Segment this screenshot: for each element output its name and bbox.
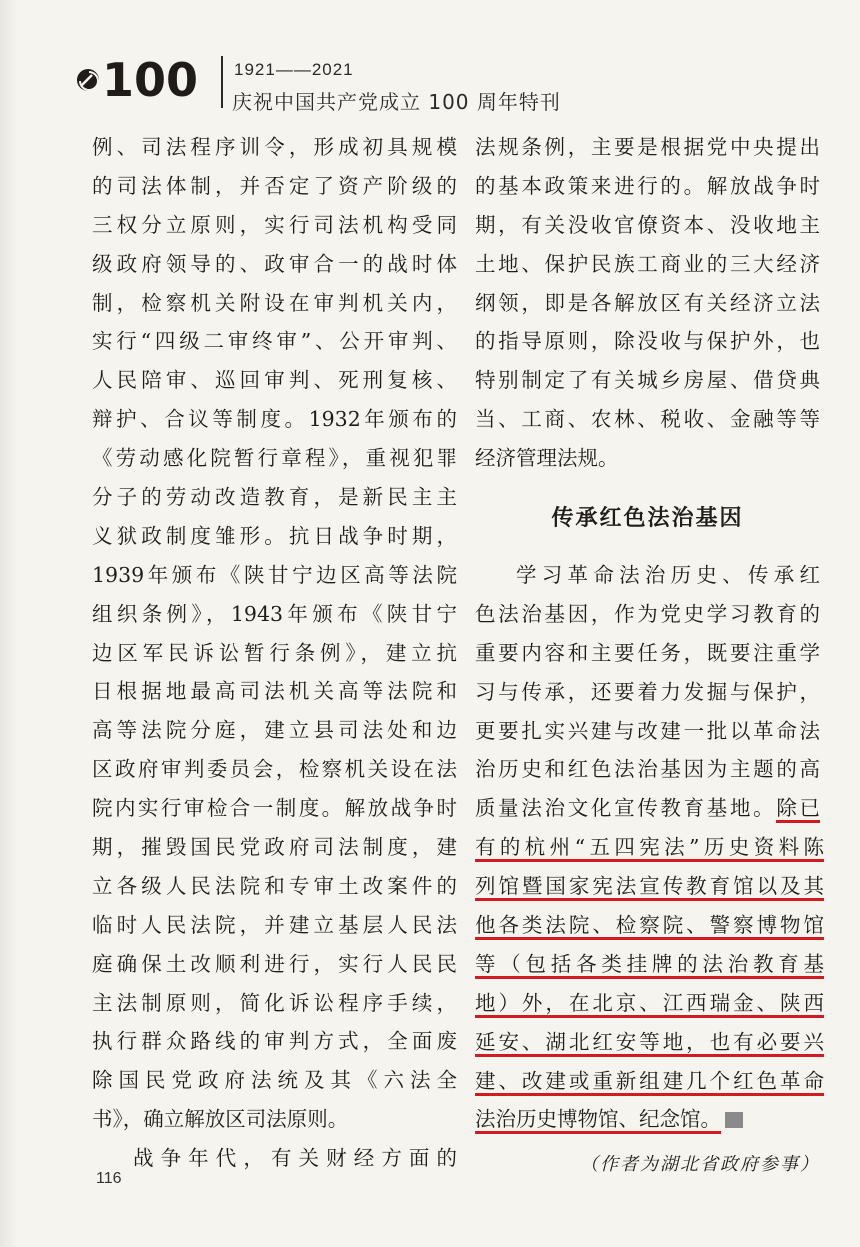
body-line: 三权分立原则，实行司法机构受同	[92, 212, 457, 237]
body-line: 的司法体制，并否定了资产阶级的	[92, 173, 457, 198]
body-line: 临时人民法院，并建立基层人民法	[92, 912, 457, 937]
highlighted-line	[475, 984, 824, 1023]
body-line: 实行“四级二审终审”、公开审判、	[92, 329, 457, 354]
body-line: 执行群众路线的审判方式，全面废	[92, 1029, 457, 1054]
body-line: 色法治基因，作为党史学习教育的	[475, 601, 820, 626]
body-line: 主法制原则，简化诉讼程序手续，	[92, 990, 457, 1015]
highlighted-line	[475, 945, 824, 984]
body-line: 日根据地最高司法机关高等法院和	[92, 679, 457, 704]
body-line: 经济管理法规。	[475, 446, 619, 471]
body-line: 除国民党政府法统及其《六法全	[92, 1068, 457, 1093]
highlighted-text: 有的杭州“五四宪法”历史资料陈	[475, 835, 824, 862]
body-line: 重要内容和主要任务，既要注重学	[475, 640, 820, 665]
body-line: 人民陪审、巡回审判、死刑复核、	[92, 368, 457, 393]
author-attribution: （作者为湖北省政府参事）	[580, 1154, 820, 1176]
body-line: 战争年代，有关财经方面的	[133, 1146, 457, 1171]
page-header	[68, 38, 588, 114]
highlighted-text: 等（包括各类挂牌的法治教育基	[475, 952, 824, 979]
hammer-sickle-icon	[77, 69, 99, 91]
body-line: 立各级人民法院和专审土改案件的	[92, 873, 457, 898]
body-line: 的指导原则，除没收与保护外，也	[475, 329, 820, 354]
body-line: 的基本政策来进行的。解放战争时	[475, 173, 820, 198]
highlighted-text: 法治历史博物馆、纪念馆。	[475, 1107, 721, 1134]
end-mark-icon	[725, 1112, 743, 1128]
body-line: 更要扎实兴建与改建一批以革命法	[475, 718, 820, 743]
highlighted-text: 延安、湖北红安等地，也有必要兴	[475, 1030, 824, 1057]
body-line: 义狱政制度雏形。抗日战争时期，	[92, 523, 457, 548]
highlighted-text: 地）外，在北京、江西瑞金、陕西	[475, 991, 824, 1018]
right-column	[475, 128, 824, 1185]
body-line: 《劳动感化院暂行章程》，重视犯罪	[92, 446, 457, 471]
body-line: 纲领，即是各解放区有关经济立法	[475, 290, 820, 315]
body-line: 特别制定了有关城乡房屋、借贷典	[475, 368, 820, 393]
body-line: 级政府领导的、政审合一的战时体	[92, 251, 457, 276]
highlighted-line	[475, 1062, 824, 1101]
body-line: 分子的劳动改造教育，是新民主主	[92, 485, 457, 510]
highlighted-text: 列馆暨国家宪法宣传教育馆以及其	[475, 874, 824, 901]
body-line: 期，摧毁国民党政府司法制度，建	[92, 835, 457, 860]
highlighted-line	[475, 867, 824, 906]
centenary-logo	[68, 48, 208, 108]
body-line: 例、司法程序训令，形成初具规模	[92, 135, 457, 159]
body-line: 庭确保土改顺利进行，实行人民民	[92, 951, 457, 976]
page-fold-shadow	[0, 0, 18, 1247]
body-line: 组织条例》，1943年颁布《陕甘宁	[92, 601, 457, 626]
body-line: 制，检察机关附设在审判机关内，	[92, 290, 457, 315]
body-line: 习与传承，还要着力发掘与保护，	[475, 679, 820, 704]
highlighted-line	[475, 1100, 820, 1139]
body-line: 土地、保护民族工商业的三大经济	[475, 251, 820, 276]
header-years: 1921——2021	[234, 60, 354, 79]
left-column	[92, 128, 457, 1178]
body-line: 1939年颁布《陕甘宁边区高等法院	[92, 562, 457, 587]
body-line: 学习革命法治历史、传承红	[516, 563, 820, 588]
header-divider	[221, 56, 223, 108]
highlighted-text: 建、改建或重新组建几个红色革命	[475, 1069, 824, 1096]
body-line	[475, 789, 820, 828]
header-subtitle: 庆祝中国共产党成立 100 周年特刊	[232, 90, 561, 114]
body-line: 辩护、合议等制度。1932年颁布的	[92, 407, 457, 432]
page-number: 116	[96, 1170, 122, 1187]
highlighted-line	[475, 1023, 824, 1062]
body-text: 质量法治文化宣传教育基地。	[475, 796, 777, 821]
highlighted-text: 他各类法院、检察院、警察博物馆	[475, 913, 824, 940]
highlighted-line	[475, 906, 824, 945]
body-line: 期，有关没收官僚资本、没收地主	[475, 212, 820, 237]
body-line: 院内实行审检合一制度。解放战争时	[92, 796, 457, 821]
logo-number: 100	[102, 53, 199, 107]
highlighted-text: 除已	[776, 796, 820, 823]
body-line: 当、工商、农林、税收、金融等等	[475, 407, 820, 432]
highlighted-line	[475, 828, 824, 867]
body-line: 边区军民诉讼暂行条例》，建立抗	[92, 640, 457, 665]
section-heading: 传承红色法治基因	[551, 506, 744, 532]
body-line: 书》，确立解放区司法原则。	[92, 1107, 349, 1132]
body-line: 高等法院分庭，建立县司法处和边	[92, 718, 457, 743]
body-line: 法规条例，主要是根据党中央提出	[475, 135, 820, 159]
body-line: 治历史和红色法治基因为主题的高	[475, 757, 820, 782]
body-line: 区政府审判委员会，检察机关设在法	[92, 757, 457, 782]
